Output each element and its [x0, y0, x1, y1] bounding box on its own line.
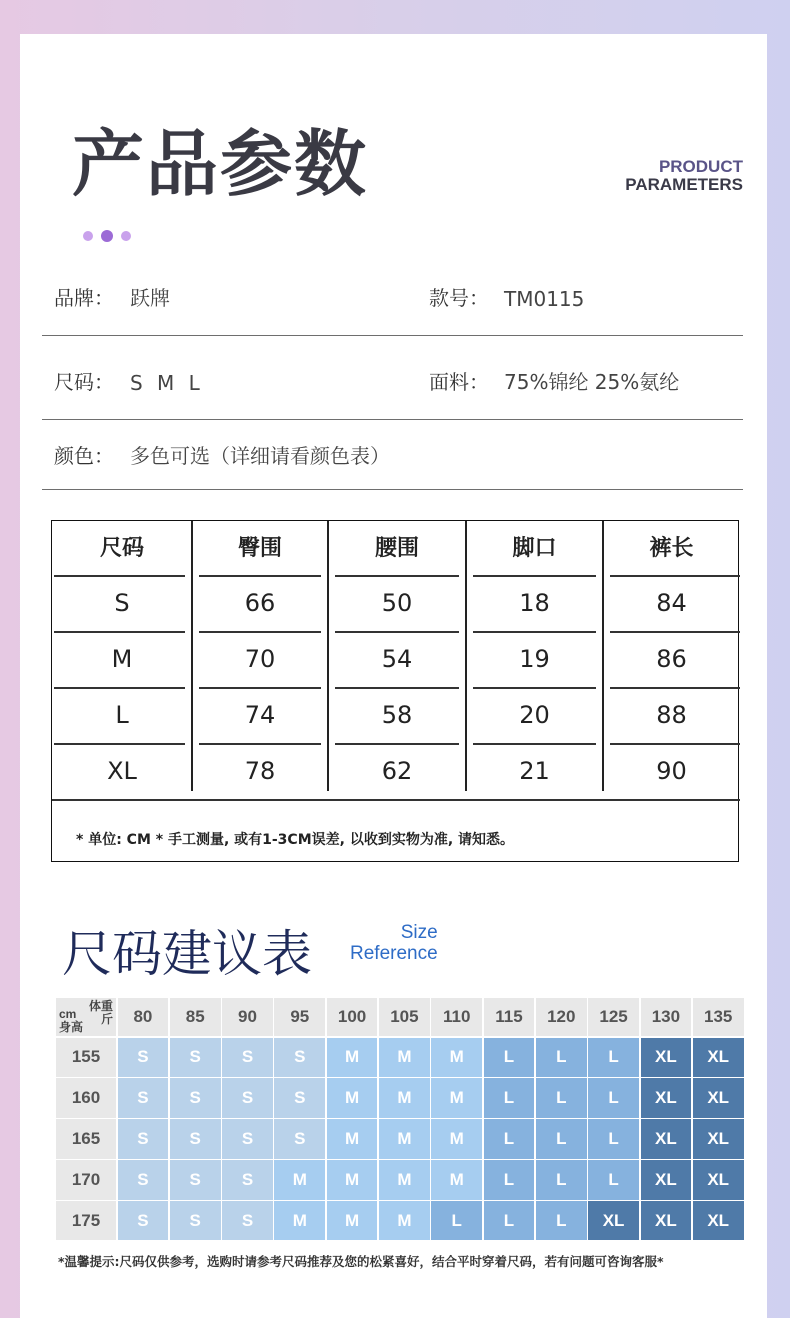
table-cell: 84: [656, 589, 687, 617]
size-reference-cell: L: [588, 1160, 639, 1199]
table-row-divider: [473, 687, 596, 689]
table-cell: 78: [244, 757, 276, 785]
table-cell: 18: [519, 589, 550, 617]
size-label: 尺码：: [54, 370, 114, 394]
info-row-brand: [42, 252, 743, 336]
size-reference-cell: S: [118, 1119, 169, 1158]
table-cell: 20: [519, 701, 550, 729]
table-row-divider: [54, 743, 185, 745]
table-cell: 90: [656, 757, 687, 785]
page-subtitle: [625, 158, 743, 194]
dot-icon: [121, 231, 131, 241]
table-cell: 62: [381, 757, 413, 785]
table-row-divider: [54, 687, 185, 689]
product-card: [20, 34, 767, 1318]
size-reference-cell: S: [274, 1038, 325, 1077]
size-reference-cell: M: [379, 1119, 430, 1158]
size-reference-cell: L: [536, 1201, 587, 1240]
size-value: S M L: [130, 371, 204, 395]
size-reference-cell: S: [222, 1160, 273, 1199]
brand-value: 跃牌: [130, 286, 170, 310]
size-reference-cell: L: [588, 1119, 639, 1158]
size-reference-cell: L: [484, 1038, 535, 1077]
table-header-cell: 尺码: [99, 536, 144, 561]
size-reference-cell: M: [379, 1078, 430, 1117]
table-row-divider: [473, 575, 596, 577]
size-reference-cell: M: [327, 1038, 378, 1077]
size-reference-cell: XL: [693, 1038, 744, 1077]
table-cell: 58: [381, 701, 413, 729]
table-row-divider: [199, 631, 321, 633]
size-reference-cell: M: [327, 1160, 378, 1199]
size-reference-cell: S: [118, 1201, 169, 1240]
reference-subtitle-line-2: Reference: [350, 943, 438, 964]
table-cell: S: [114, 589, 130, 617]
size-reference-cell: XL: [588, 1201, 639, 1240]
table-cell: 21: [519, 757, 550, 785]
size-reference-cell: L: [431, 1201, 482, 1240]
size-reference-cell: XL: [641, 1160, 692, 1199]
size-reference-cell: M: [431, 1078, 482, 1117]
info-row-color: [42, 420, 743, 490]
size-reference-cell: S: [222, 1078, 273, 1117]
size-reference-cell: S: [170, 1119, 221, 1158]
weight-header-cell: 100: [327, 998, 378, 1036]
table-row-divider: [54, 631, 185, 633]
size-reference-cell: L: [484, 1201, 535, 1240]
height-header-cell: 155: [56, 1038, 116, 1077]
size-reference-cell: S: [170, 1160, 221, 1199]
size-reference-cell: M: [431, 1160, 482, 1199]
height-header-cell: 160: [56, 1078, 116, 1117]
height-header-cell: 165: [56, 1119, 116, 1158]
size-reference-cell: S: [118, 1078, 169, 1117]
table-row-divider: [335, 575, 459, 577]
table-row-divider: [335, 687, 459, 689]
size-reference-cell: XL: [693, 1201, 744, 1240]
table-cell: 70: [244, 645, 276, 673]
size-reference-cell: L: [536, 1078, 587, 1117]
size-reference-cell: S: [170, 1201, 221, 1240]
size-reference-cell: S: [222, 1201, 273, 1240]
grid-corner-cell: [56, 998, 116, 1036]
size-reference-cell: L: [536, 1119, 587, 1158]
table-row-divider: [199, 687, 321, 689]
size-reference-cell: M: [274, 1201, 325, 1240]
table-cell: 19: [519, 645, 550, 673]
size-reference-cell: S: [170, 1078, 221, 1117]
table-header-cell: 臀围: [237, 536, 282, 561]
model-value: TM0115: [504, 287, 585, 311]
size-reference-cell: S: [222, 1038, 273, 1077]
table-cell: 50: [381, 589, 413, 617]
size-reference-cell: M: [431, 1119, 482, 1158]
weight-header-cell: 130: [641, 998, 692, 1036]
size-reference-cell: XL: [641, 1201, 692, 1240]
size-reference-cell: L: [588, 1038, 639, 1077]
reference-subtitle: [350, 922, 438, 964]
weight-header-cell: 90: [222, 998, 273, 1036]
size-reference-cell: M: [379, 1160, 430, 1199]
size-reference-cell: M: [274, 1160, 325, 1199]
height-header-cell: 175: [56, 1201, 116, 1240]
weight-header-cell: 125: [588, 998, 639, 1036]
table-row-divider: [54, 575, 185, 577]
dot-icon: [101, 230, 113, 242]
weight-header-cell: 135: [693, 998, 744, 1036]
size-reference-cell: M: [327, 1201, 378, 1240]
size-table-grid: [52, 521, 738, 801]
table-row-divider: [199, 743, 321, 745]
table-header-cell: 腰围: [374, 536, 419, 561]
decor-dots: [83, 230, 131, 242]
table-row-divider: [473, 631, 596, 633]
size-reference-cell: L: [484, 1160, 535, 1199]
size-reference-cell: S: [118, 1160, 169, 1199]
size-reference-cell: M: [327, 1119, 378, 1158]
weight-header-cell: 80: [118, 998, 169, 1036]
size-note: * 单位: CM * 手工测量, 或有1-3CM误差, 以收到实物为准, 请知悉。: [76, 832, 515, 848]
table-row-divider: [610, 631, 740, 633]
size-reference-cell: XL: [641, 1078, 692, 1117]
size-table: [51, 520, 739, 862]
size-reference-cell: S: [274, 1119, 325, 1158]
reference-footnote: *温馨提示:尺码仅供参考，选购时请参考尺码推荐及您的松紧喜好，结合平时穿着尺码，若有问题可咨询客服*: [58, 1254, 664, 1269]
subtitle-line-2: PARAMETERS: [625, 175, 743, 194]
size-reference-cell: XL: [693, 1078, 744, 1117]
height-axis-labels: [59, 1008, 83, 1034]
subtitle-line-1: PRODUCT: [658, 157, 743, 176]
brand-label: 品牌：: [54, 286, 114, 310]
table-row-divider: [473, 743, 596, 745]
size-reference-cell: S: [274, 1078, 325, 1117]
size-reference-cell: L: [588, 1078, 639, 1117]
table-row-divider: [335, 743, 459, 745]
weight-header-cell: 115: [484, 998, 535, 1036]
table-cell: 74: [244, 701, 276, 729]
color-value: 多色可选（详细请看颜色表）: [130, 444, 390, 468]
info-row-size: [42, 336, 743, 420]
dot-icon: [83, 231, 93, 241]
weight-axis-label: 体重 斤: [88, 999, 113, 1026]
size-reference-cell: L: [484, 1119, 535, 1158]
fabric-value: 75%锦纶 25%氨纶: [504, 370, 680, 394]
color-label: 颜色：: [54, 444, 114, 468]
table-header-cell: 脚口: [512, 536, 557, 561]
page-title: 产品参数: [72, 122, 369, 206]
size-reference-cell: XL: [641, 1038, 692, 1077]
table-bottom-divider: [52, 799, 740, 801]
weight-header-cell: 95: [274, 998, 325, 1036]
fabric-label: 面料：: [429, 370, 489, 394]
model-label: 款号：: [429, 286, 489, 310]
reference-subtitle-line-1: Size: [400, 922, 438, 943]
size-reference-cell: XL: [641, 1119, 692, 1158]
size-reference-cell: M: [327, 1078, 378, 1117]
table-row-divider: [610, 687, 740, 689]
table-cell: 88: [656, 701, 687, 729]
table-row-divider: [610, 743, 740, 745]
table-cell: 66: [244, 589, 276, 617]
height-header-cell: 170: [56, 1160, 116, 1199]
table-row-divider: [199, 575, 321, 577]
size-reference-cell: M: [379, 1038, 430, 1077]
table-header-cell: 裤长: [649, 536, 694, 561]
unit-label: cm: [59, 1007, 77, 1021]
size-reference-cell: L: [484, 1078, 535, 1117]
table-cell: XL: [107, 757, 137, 785]
table-cell: 54: [381, 645, 413, 673]
height-axis-label: 身高: [59, 1020, 84, 1034]
table-cell: M: [111, 645, 133, 673]
weight-header-cell: 105: [379, 998, 430, 1036]
size-reference-cell: M: [431, 1038, 482, 1077]
size-reference-cell: S: [118, 1038, 169, 1077]
weight-header-cell: 120: [536, 998, 587, 1036]
size-reference-cell: L: [536, 1038, 587, 1077]
size-reference-cell: XL: [693, 1119, 744, 1158]
reference-title: 尺码建议表: [62, 925, 312, 983]
weight-header-cell: 85: [170, 998, 221, 1036]
size-reference-cell: L: [536, 1160, 587, 1199]
size-reference-cell: S: [170, 1038, 221, 1077]
table-cell: L: [115, 701, 129, 729]
table-cell: 86: [656, 645, 687, 673]
table-row-divider: [335, 631, 459, 633]
size-reference-cell: S: [222, 1119, 273, 1158]
table-row-divider: [610, 575, 740, 577]
weight-header-cell: 110: [431, 998, 482, 1036]
size-reference-cell: M: [379, 1201, 430, 1240]
size-reference-cell: XL: [693, 1160, 744, 1199]
